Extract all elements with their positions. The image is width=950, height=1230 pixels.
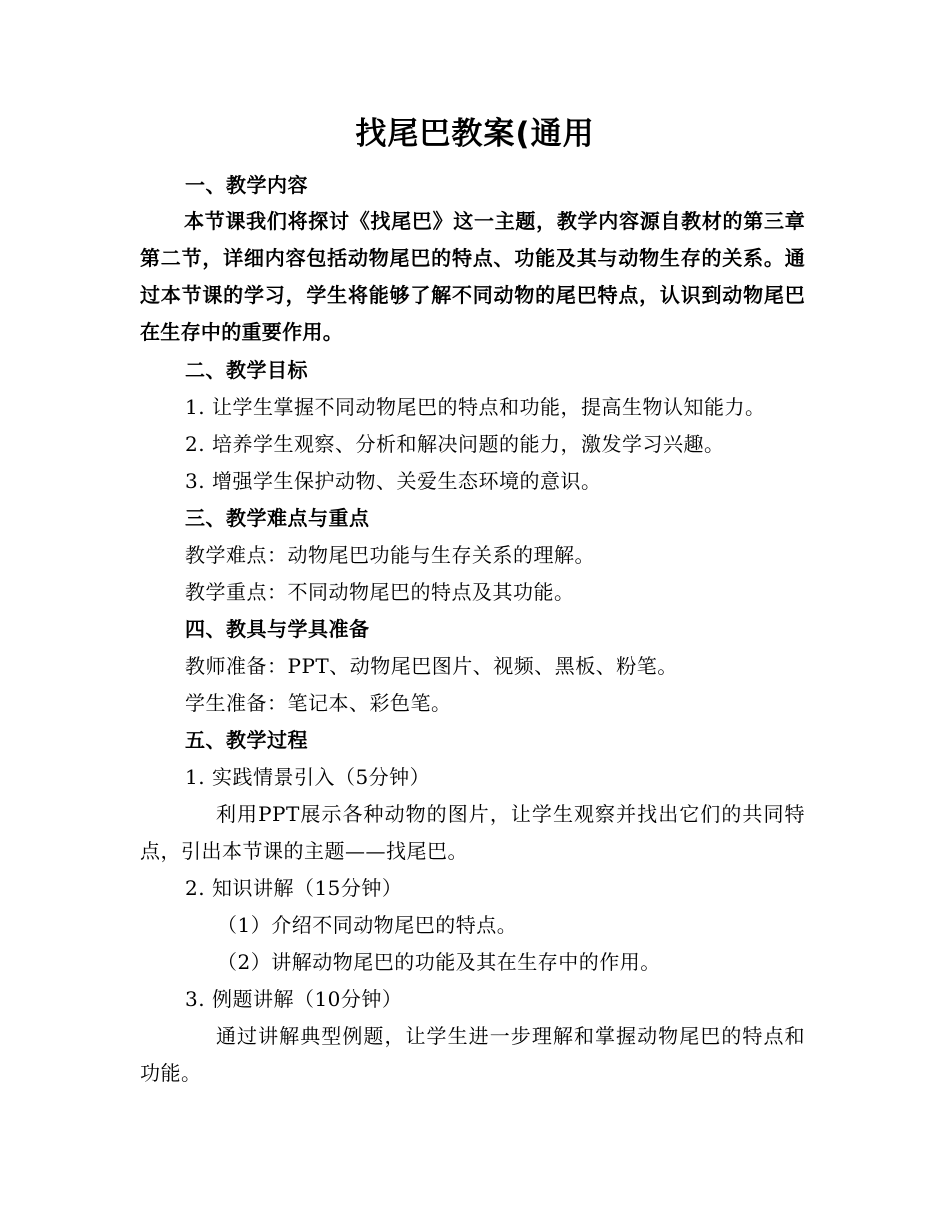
process-step-2-sub-1: （1）介绍不同动物尾巴的特点。 [217, 913, 518, 937]
goal-item-2: 2. 培养学生观察、分析和解决问题的能力，激发学习兴趣。 [185, 432, 725, 456]
process-step-1-text: 利用PPT展示各种动物的图片，让学生观察并找出它们的共同特点，引出本节课的主题——找尾巴。 [140, 802, 805, 863]
process-step-2-title: 2. 知识讲解（15分钟） [185, 876, 403, 900]
heading-difficulties: 三、教学难点与重点 [185, 506, 370, 530]
heading-process: 五、教学过程 [185, 728, 308, 752]
process-step-3-text: 通过讲解典型例题，让学生进一步理解和掌握动物尾巴的特点和功能。 [140, 1024, 805, 1085]
heading-materials: 四、教具与学具准备 [185, 617, 370, 641]
paragraph-teaching-content: 本节课我们将探讨《找尾巴》这一主题，教学内容源自教材的第三章第二节，详细内容包括动物尾巴的特点、功能及其与动物生存的关系。通过本节课的学习，学生将能够了解不同动物的尾巴特点，认识到动物尾巴在生存中的重要作用。 [140, 209, 805, 344]
process-step-1-title: 1. 实践情景引入（5分钟） [185, 765, 431, 789]
goal-item-3: 3. 增强学生保护动物、关爱生态环境的意识。 [185, 469, 602, 493]
teacher-materials: 教师准备：PPT、动物尾巴图片、视频、黑板、粉笔。 [185, 654, 678, 678]
heading-teaching-content: 一、教学内容 [185, 173, 308, 197]
teaching-key-point: 教学重点：不同动物尾巴的特点及其功能。 [185, 580, 575, 604]
teaching-difficulty: 教学难点：动物尾巴功能与生存关系的理解。 [185, 543, 595, 567]
student-materials: 学生准备：笔记本、彩色笔。 [185, 691, 452, 715]
process-step-3-title: 3. 例题讲解（10分钟） [185, 987, 403, 1011]
goal-item-1: 1. 让学生掌握不同动物尾巴的特点和功能，提高生物认知能力。 [185, 395, 766, 419]
process-step-2-sub-2: （2）讲解动物尾巴的功能及其在生存中的作用。 [217, 950, 661, 974]
document-title: 找尾巴教案(通用 [355, 116, 595, 152]
heading-teaching-goals: 二、教学目标 [185, 358, 308, 382]
